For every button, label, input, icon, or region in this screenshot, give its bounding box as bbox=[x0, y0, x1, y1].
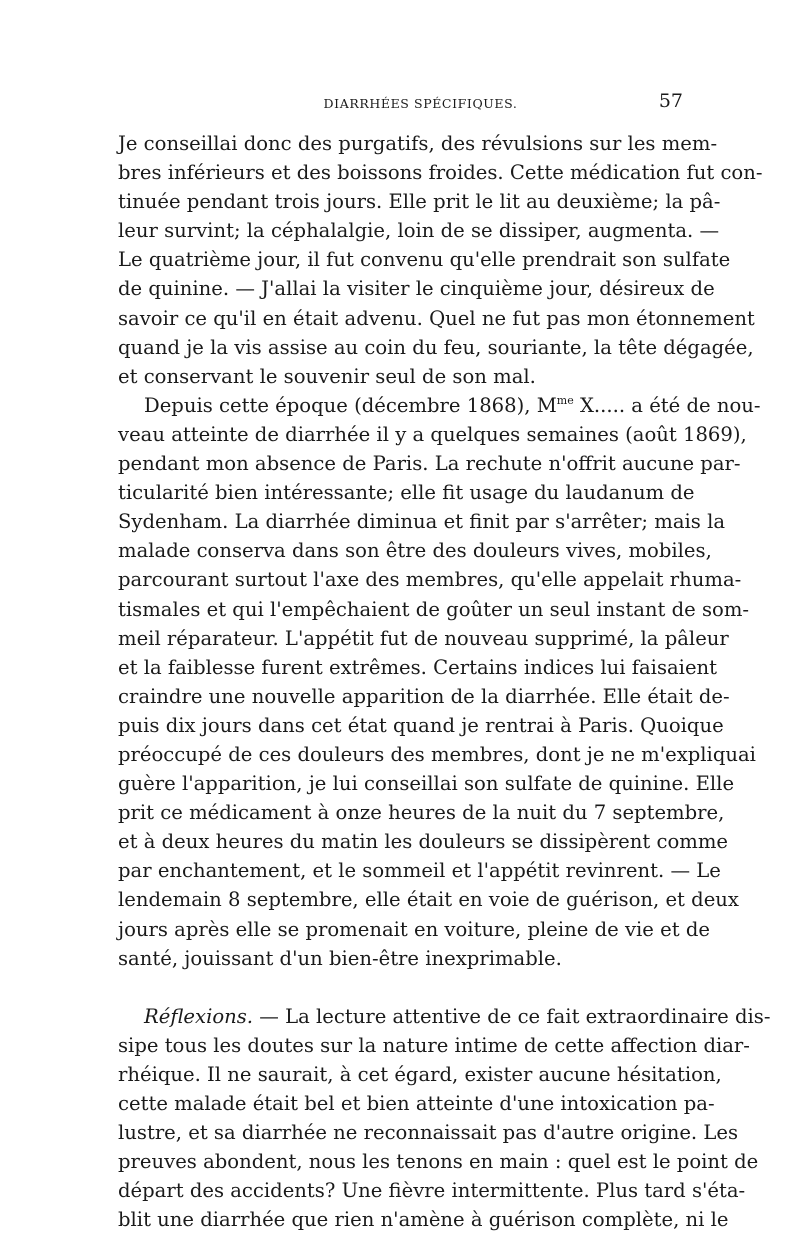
text-line: tismales et qui l'empêchaient de goûter un seul instant de som- bbox=[118, 597, 750, 621]
running-title: DIARRHÉES SPÉCIFIQUES. bbox=[323, 96, 518, 111]
text-line: malade conserva dans son être des douleurs vives, mobiles, bbox=[118, 539, 712, 563]
text-line: de quinine. — J'allai la visiter le cinquième jour, désireux de bbox=[118, 277, 715, 301]
text-line: preuves abondent, nous les tenons en main : quel est le point de bbox=[118, 1150, 759, 1174]
text-line: bres inférieurs et des boissons froides. Cette médication fut con- bbox=[118, 161, 763, 185]
text-line: tinuée pendant trois jours. Elle prit le lit au deuxième; la pâ- bbox=[118, 190, 721, 214]
text-line: rhéique. Il ne saurait, à cet égard, exister aucune hésitation, bbox=[118, 1062, 722, 1086]
text-line: blit une diarrhée que rien n'amène à guérison complète, ni le bbox=[118, 1208, 729, 1232]
section-label: Réflexions. bbox=[144, 1004, 254, 1028]
text-line: Le quatrième jour, il fut convenu qu'elle prendrait son sulfate bbox=[118, 248, 731, 272]
text-line: et à deux heures du matin les douleurs se dissipèrent comme bbox=[118, 830, 729, 854]
text-line: savoir ce qu'il en était advenu. Quel ne fut pas mon étonnement bbox=[118, 306, 755, 330]
text-line: ticularité bien intéressante; elle fit usage du laudanum de bbox=[118, 481, 695, 505]
text-line bbox=[118, 1002, 771, 1031]
text-line: lustre, et sa diarrhée ne reconnaissait pas d'autre origine. Les bbox=[118, 1121, 739, 1145]
text-fragment: Depuis cette époque (décembre 1868), M bbox=[144, 393, 557, 417]
text-line: quand je la vis assise au coin du feu, souriante, la tête dégagée, bbox=[118, 335, 754, 359]
text-line: lendemain 8 septembre, elle était en voie de guérison, et deux bbox=[118, 888, 739, 912]
text-line: guère l'apparition, je lui conseillai son sulfate de quinine. Elle bbox=[118, 772, 735, 796]
text-line: prit ce médicament à onze heures de la nuit du 7 septembre, bbox=[118, 801, 725, 825]
text-line: par enchantement, et le sommeil et l'appétit revinrent. — Le bbox=[118, 859, 721, 883]
superscript: me bbox=[556, 393, 574, 407]
text-line: santé, jouissant d'un bien-être inexprimable. bbox=[118, 946, 562, 970]
text-line: sipe tous les doutes sur la nature intime de cette affection diar- bbox=[118, 1033, 750, 1057]
text-line: départ des accidents? Une fièvre intermittente. Plus tard s'éta- bbox=[118, 1179, 746, 1203]
text-fragment: — La lecture attentive de ce fait extraordinaire dis- bbox=[253, 1004, 771, 1028]
text-line: jours après elle se promenait en voiture, pleine de vie et de bbox=[118, 917, 710, 941]
text-line: et la faiblesse furent extrêmes. Certains indices lui faisaient bbox=[118, 655, 718, 679]
text-line: veau atteinte de diarrhée il y a quelques semaines (août 1869), bbox=[118, 422, 747, 446]
running-head bbox=[118, 90, 683, 118]
text-line: parcourant surtout l'axe des membres, qu'elle appelait rhuma- bbox=[118, 568, 742, 592]
text-line: et conservant le souvenir seul de son mal. bbox=[118, 364, 536, 388]
text-fragment: X..... a été de nou- bbox=[573, 393, 761, 417]
page-number: 57 bbox=[658, 90, 683, 112]
text-line: cette malade était bel et bien atteinte d'une intoxication pa- bbox=[118, 1092, 715, 1115]
paragraph-gap bbox=[118, 973, 683, 1002]
text-line: Je conseillai donc des purgatifs, des révulsions sur les mem- bbox=[118, 132, 718, 155]
text-line: Sydenham. La diarrhée diminua et finit par s'arrêter; mais la bbox=[118, 510, 726, 534]
text-line: puis dix jours dans cet état quand je rentrai à Paris. Quoique bbox=[118, 713, 724, 737]
text-line: préoccupé de ces douleurs des membres, dont je ne m'expliquai bbox=[118, 742, 756, 766]
text-line: pendant mon absence de Paris. La rechute n'offrit aucune par- bbox=[118, 452, 741, 476]
text-line: meil réparateur. L'appétit fut de nouveau supprimé, la pâleur bbox=[118, 626, 729, 650]
text-line: craindre une nouvelle apparition de la diarrhée. Elle était de- bbox=[118, 684, 730, 708]
text-line bbox=[118, 391, 761, 420]
body-text bbox=[118, 129, 771, 1234]
text-line: leur survint; la céphalalgie, loin de se dissiper, augmenta. — bbox=[118, 219, 720, 243]
